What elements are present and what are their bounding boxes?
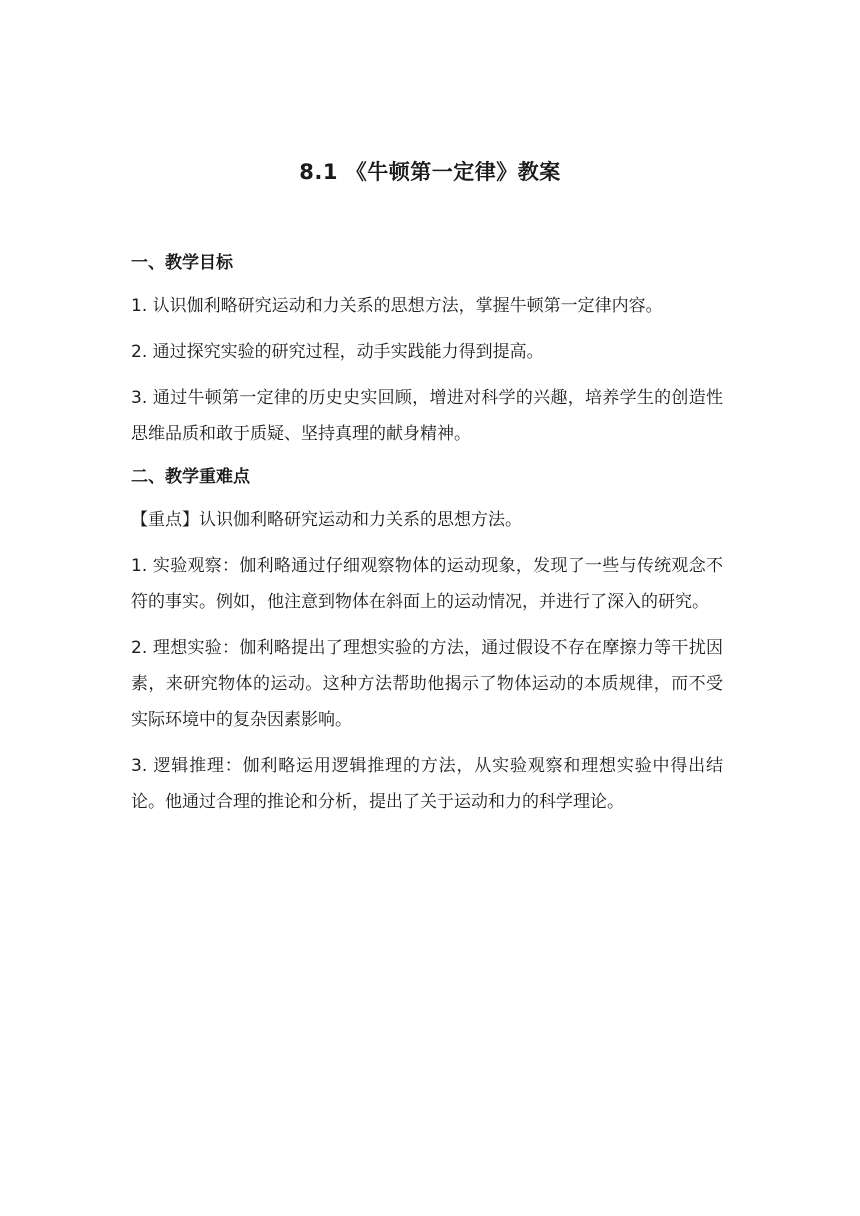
goal-paragraph-3: 3. 通过牛顿第一定律的历史史实回顾，增进对科学的兴趣，培养学生的创造性思维品质和敢于质疑、坚持真理的献身精神。 <box>131 388 723 444</box>
document-body <box>131 248 723 830</box>
goal-paragraph-2: 2. 通过探究实验的研究过程，动手实践能力得到提高。 <box>131 342 544 362</box>
section-heading: 一、教学目标 <box>131 253 233 273</box>
method-paragraph-3: 3. 逻辑推理：伽利略运用逻辑推理的方法，从实验观察和理想实验中得出结论。他通过合理的推论和分析，提出了关于运动和力的科学理论。 <box>131 756 723 812</box>
section-key-points <box>131 462 723 820</box>
section-teaching-goals <box>131 248 723 452</box>
key-point-paragraph: 【重点】认识伽利略研究运动和力关系的思想方法。 <box>131 510 522 530</box>
section-heading: 二、教学重难点 <box>131 467 250 487</box>
method-paragraph-1: 1. 实验观察：伽利略通过仔细观察物体的运动现象，发现了一些与传统观念不符的事实。例如，他注意到物体在斜面上的运动情况，并进行了深入的研究。 <box>131 556 723 612</box>
goal-paragraph-1: 1. 认识伽利略研究运动和力关系的思想方法，掌握牛顿第一定律内容。 <box>131 296 663 316</box>
method-paragraph-2: 2. 理想实验：伽利略提出了理想实验的方法，通过假设不存在摩擦力等干扰因素，来研究物体的运动。这种方法帮助他揭示了物体运动的本质规律，而不受实际环境中的复杂因素影响。 <box>131 638 723 730</box>
document-title: 8.1 《牛顿第一定律》教案 <box>299 160 561 184</box>
